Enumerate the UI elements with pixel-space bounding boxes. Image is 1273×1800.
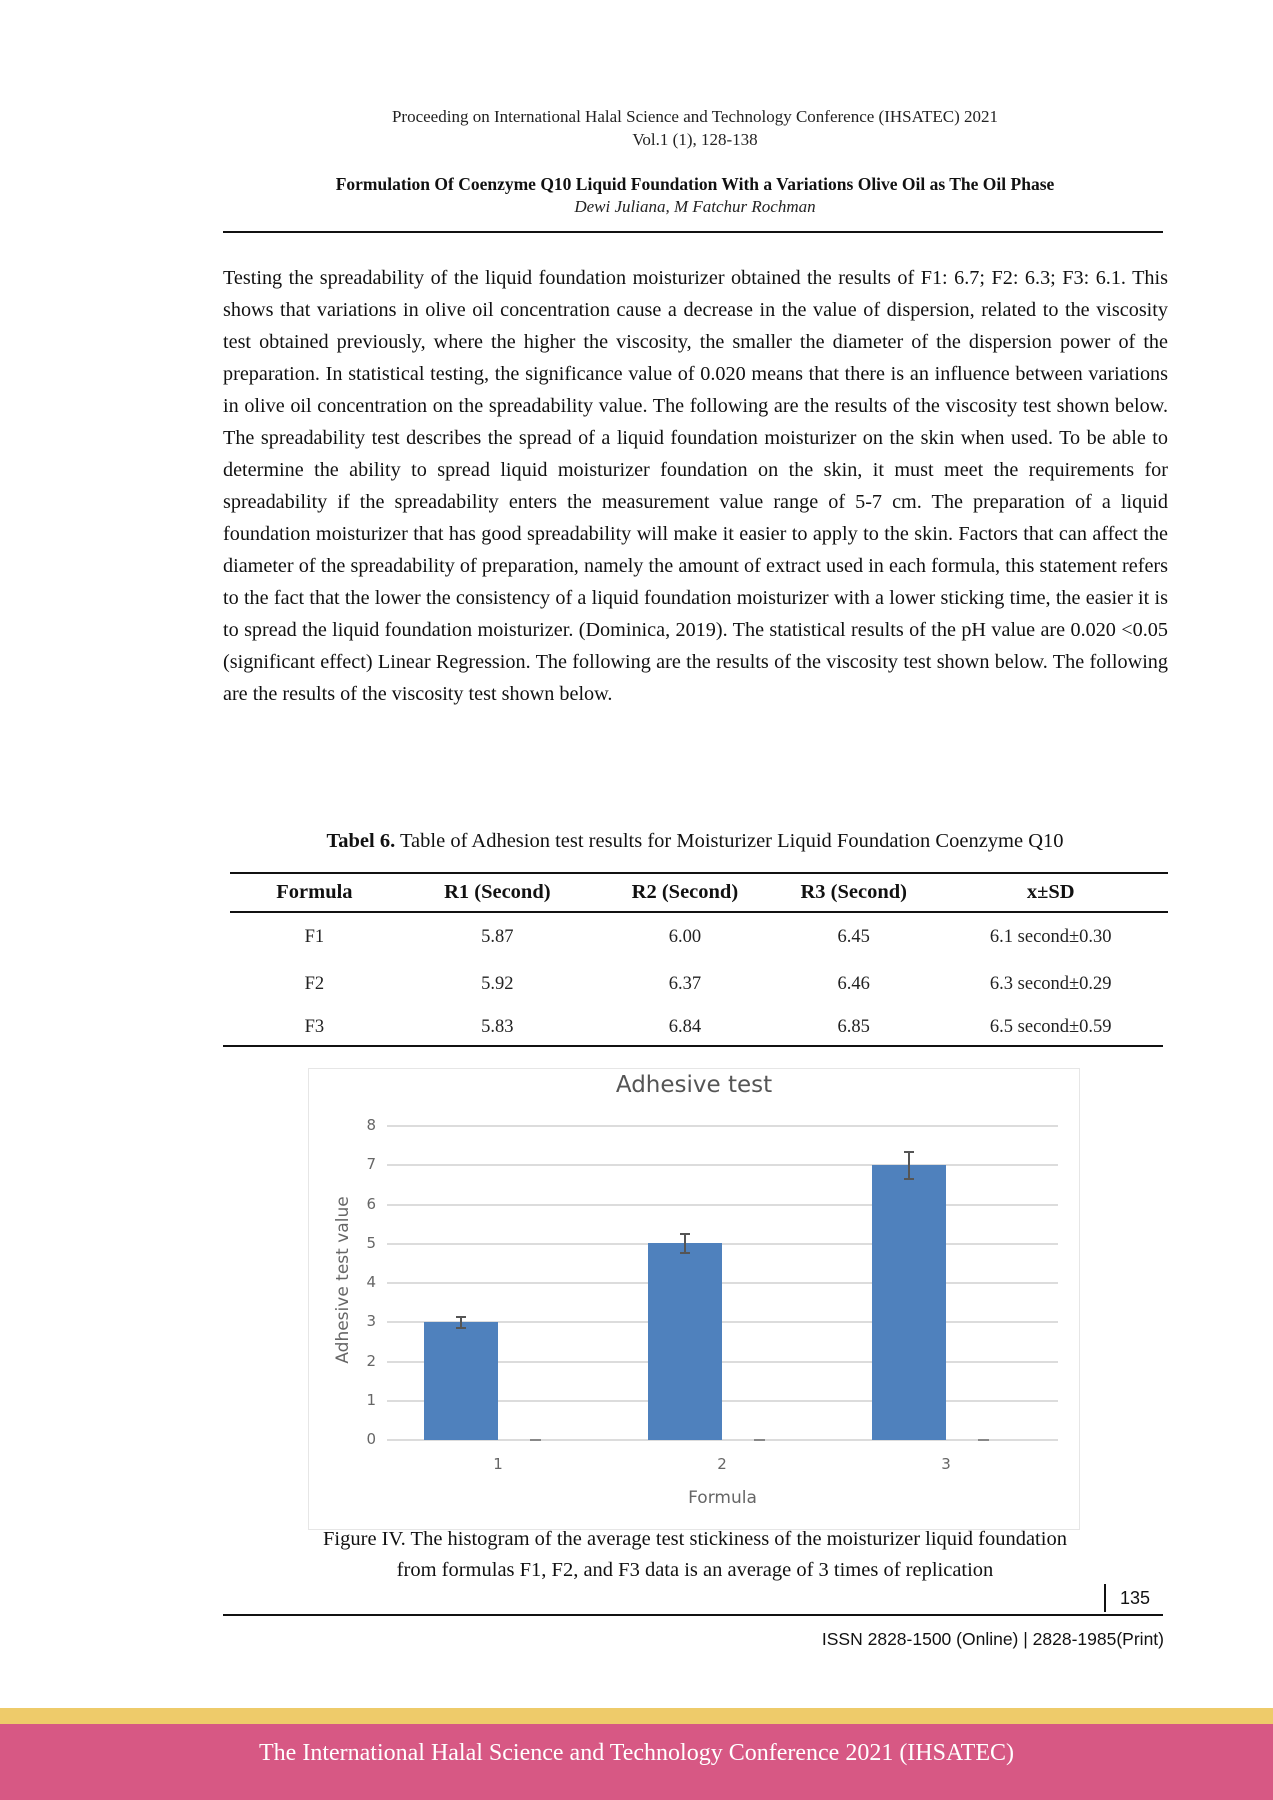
y-tick-label: 1 [366,1391,376,1409]
y-tick-label: 5 [366,1234,376,1252]
y-tick-label: 4 [366,1273,376,1291]
y-tick-label: 6 [366,1195,376,1213]
column-header-formula: Formula [230,873,399,912]
y-tick-label: 8 [366,1116,376,1134]
footer-band-yellow [0,1708,1273,1724]
error-bar-2 [684,1233,686,1253]
cell-formula: F3 [304,1016,325,1037]
cell-formula: F1 [304,926,325,947]
table-row [230,1007,1168,1047]
figure-caption [220,1524,1170,1586]
y-axis-label: Adhesive test value [333,1196,353,1364]
column-header-r1: R1 (Second) [399,873,596,912]
bar-formula-2 [648,1243,722,1440]
gridline-6 [387,1204,1058,1206]
error-cap-top-2 [680,1233,690,1235]
footer-divider [223,1614,1163,1616]
body-paragraph: Testing the spreadability of the liquid foundation moisturizer obtained the results of F1: 6.7; F2: 6.3; F3: 6.1. This shows that variations in olive oil concentration cause a decrease in the value of dispersion, related to the viscosity test obtained previously, where the higher the viscosity, the smaller the diameter of the dispersion power of the preparation. In statistical testing, the significance value of 0.020 means that there is an influence between variations in olive oil concentration on the spreadability value. The following are the results of the viscosity test shown below. The spreadability test describes the spread of a liquid foundation moisturizer on the skin when used. To be able to determine the ability to spread liquid moisturizer foundation on the skin, it must meet the requirements for spreadability if the spreadability enters the measurement value range of 5-7 cm. The preparation of a liquid foundation moisturizer that has good spreadability will make it easier to apply to the skin. Factors that can affect the diameter of the spreadability of preparation, namely the amount of extract used in each formula, this statement refers to the fact that the lower the consistency of a liquid foundation moisturizer with a lower sticking time, the easier it is to spread the liquid foundation moisturizer. (Dominica, 2019). The statistical results of the pH value are 0.020 <0.05 (significant effect) Linear Regression. The following are the results of the viscosity test shown below. The following are the results of the viscosity test shown below. [223,267,1168,705]
bar-formula-1 [424,1322,498,1440]
cell-formula: F2 [304,973,325,994]
error-cap-bottom-1 [456,1327,466,1329]
issn-info: ISSN 2828-1500 (Online) | 2828-1985(Print) [821,1629,1164,1649]
gridline-7 [387,1164,1058,1166]
y-tick-label: 7 [366,1155,376,1173]
cell-r3: 6.85 [837,1016,870,1037]
adhesion-results-table [230,872,1168,1047]
gridline-5 [387,1243,1058,1245]
cell-mean-sd: 6.3 second±0.29 [989,973,1112,994]
y-tick-label: 2 [366,1352,376,1370]
volume-info: Vol.1 (1), 128-138 [632,130,758,149]
table-header-row [230,873,1168,912]
error-cap-top-1 [456,1316,466,1318]
cell-r3: 6.46 [837,973,870,994]
column-header-mean-sd: x±SD [933,873,1168,912]
paper-title: Formulation Of Coenzyme Q10 Liquid Foundation With a Variations Olive Oil as The Oil Phase [335,174,1055,194]
x-tick-label: 3 [941,1455,951,1473]
header-divider [223,231,1163,233]
error-bar-3 [908,1151,910,1179]
y-tick-label: 0 [366,1430,376,1448]
bar-formula-3 [872,1165,946,1440]
table-caption [220,830,1170,853]
column-header-r2: R2 (Second) [596,873,774,912]
y-tick-label: 3 [366,1312,376,1330]
cell-mean-sd: 6.5 second±0.59 [989,1016,1112,1037]
cell-r2: 6.37 [668,973,702,994]
x-axis-label: Formula [688,1488,757,1508]
error-cap-top-3 [904,1151,914,1153]
column-header-r3: R3 (Second) [774,873,933,912]
cell-r2: 6.00 [668,926,702,947]
conference-banner-text: The International Halal Science and Technology Conference 2021 (IHSATEC) [259,1740,1014,1766]
figure-caption-line-2: from formulas F1, F2, and F3 data is an average of 3 times of replication [396,1559,994,1581]
gridline-8 [387,1125,1058,1127]
error-cap-bottom-2 [680,1252,690,1254]
paper-authors: Dewi Juliana, M Fatchur Rochman [574,197,816,216]
page-number: 135 [1104,1584,1150,1612]
table-row [230,912,1168,961]
gridline-4 [387,1282,1058,1284]
table-row [230,961,1168,1007]
cell-mean-sd: 6.1 second±0.30 [989,926,1112,947]
proceeding-title: Proceeding on International Halal Science and Technology Conference (IHSATEC) 2021 [391,107,999,126]
zero-value-marker [978,1439,989,1441]
cell-r3: 6.45 [837,926,870,947]
x-tick-label: 2 [717,1455,727,1473]
table-caption-text: Table of Adhesion test results for Moisturizer Liquid Foundation Coenzyme Q10 [395,830,1064,852]
cell-r1: 5.92 [481,973,514,994]
zero-value-marker [530,1439,541,1441]
cell-r1: 5.87 [481,926,514,947]
zero-value-marker [754,1439,765,1441]
table-caption-label: Tabel 6. [326,830,396,852]
cell-r1: 5.83 [481,1016,514,1037]
figure-caption-line-1: Figure IV. The histogram of the average test stickiness of the moisturizer liquid foundation [323,1528,1067,1550]
table-bottom-rule [223,1045,1163,1047]
cell-r2: 6.84 [668,1016,702,1037]
x-tick-label: 1 [493,1455,503,1473]
error-cap-bottom-3 [904,1178,914,1180]
chart-title: Adhesive test [615,1072,773,1098]
